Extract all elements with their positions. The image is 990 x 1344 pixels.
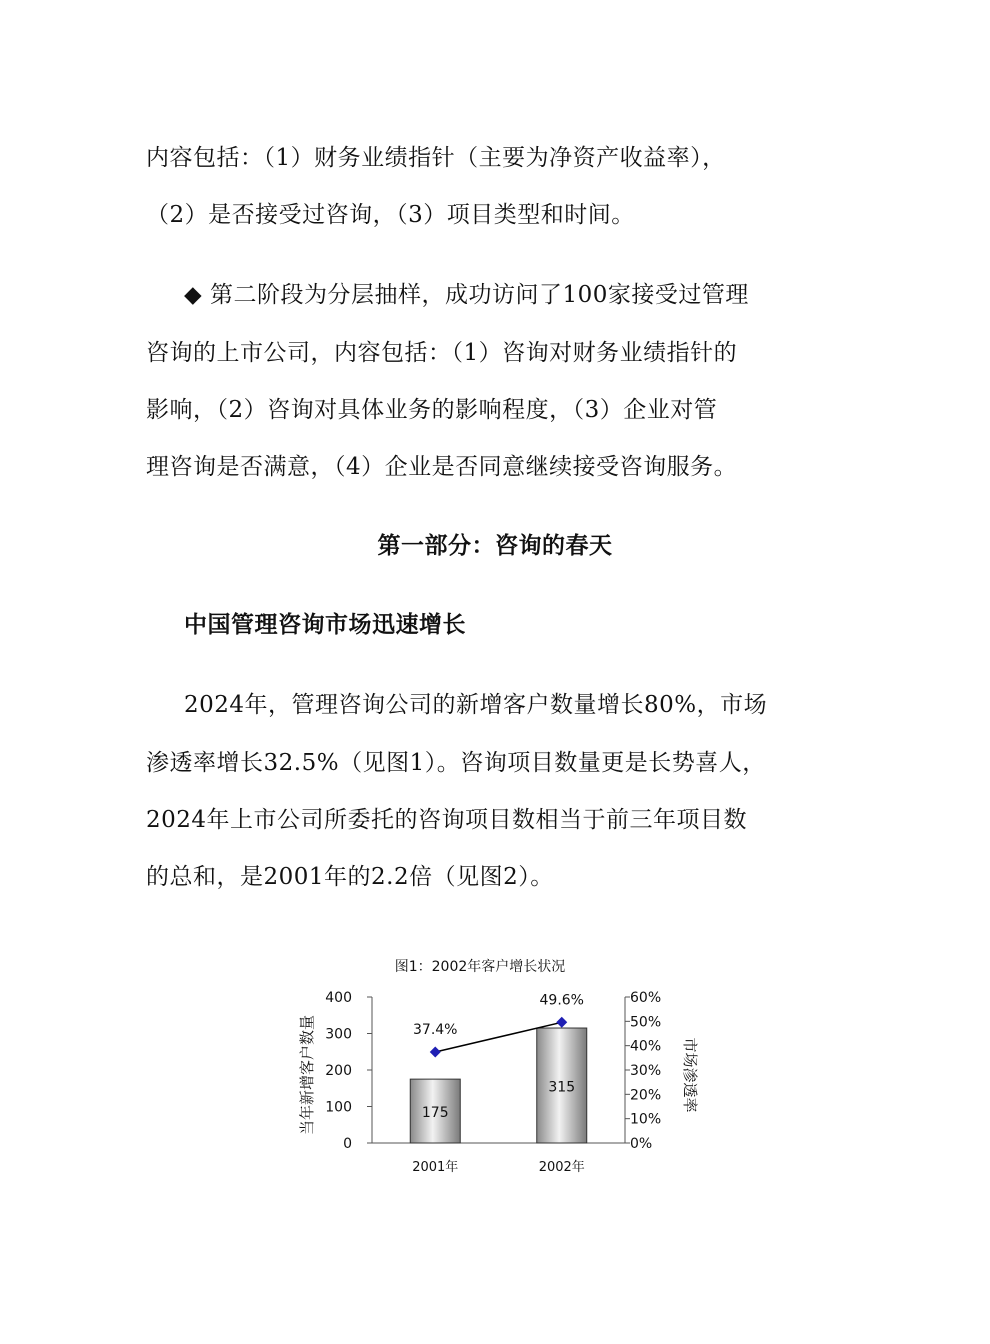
paragraph-3-line-3: 2024年上市公司所委托的咨询项目数相当于前三年项目数 bbox=[146, 807, 748, 833]
right-tick-label: 0% bbox=[630, 1136, 653, 1152]
bar-value-label: 315 bbox=[548, 1079, 576, 1096]
line-value-label: 37.4% bbox=[413, 1021, 458, 1038]
bar-value-label: 175 bbox=[421, 1105, 449, 1122]
y2-axis-title: 市场渗透率 bbox=[681, 1037, 699, 1113]
paragraph-2-line-1: ◆ 第二阶段为分层抽样，成功访问了100家接受过管理 bbox=[184, 282, 749, 308]
x-tick-label: 2001年 bbox=[412, 1160, 459, 1175]
paragraph-2-line-2: 咨询的上市公司，内容包括：（1）咨询对财务业绩指针的 bbox=[146, 340, 738, 366]
right-tick-label: 60% bbox=[630, 990, 662, 1006]
paragraph-3-line-1: 2024年，管理咨询公司的新增客户数量增长80%，市场 bbox=[184, 692, 768, 718]
left-tick-label: 100 bbox=[325, 1099, 352, 1116]
y-axis-title: 当年新增客户数量 bbox=[298, 1014, 316, 1136]
paragraph-1-line-2: （2）是否接受过咨询，（3）项目类型和时间。 bbox=[146, 202, 635, 228]
penetration-rate-marker bbox=[430, 1046, 441, 1057]
left-tick-label: 0 bbox=[343, 1136, 352, 1152]
left-tick-label: 200 bbox=[325, 1063, 352, 1079]
x-tick-label: 2002年 bbox=[538, 1160, 585, 1175]
right-tick-label: 10% bbox=[630, 1111, 662, 1128]
chart-title: 图1：2002年客户增长状况 bbox=[394, 959, 566, 975]
penetration-rate-marker bbox=[556, 1017, 567, 1028]
paragraph-1-line-1: 内容包括：（1）财务业绩指针（主要为净资产收益率）， bbox=[146, 145, 726, 171]
left-tick-label: 300 bbox=[325, 1026, 352, 1043]
sub-title: 中国管理咨询市场迅速增长 bbox=[184, 612, 466, 638]
section-title: 第一部分：咨询的春天 bbox=[377, 533, 613, 559]
paragraph-2-line-3: 影响，（2）咨询对具体业务的影响程度，（3）企业对管 bbox=[146, 397, 718, 423]
right-tick-label: 30% bbox=[630, 1063, 662, 1079]
line-value-label: 49.6% bbox=[539, 992, 584, 1009]
left-tick-label: 400 bbox=[325, 990, 352, 1006]
right-tick-label: 50% bbox=[630, 1014, 662, 1031]
customer-growth-chart bbox=[280, 945, 699, 1185]
paragraph-3-line-2: 渗透率增长32.5%（见图1）。咨询项目数量更是长势喜人， bbox=[146, 750, 766, 776]
right-tick-label: 40% bbox=[630, 1038, 662, 1055]
paragraph-2-line-4: 理咨询是否满意，（4）企业是否同意继续接受咨询服务。 bbox=[146, 454, 738, 480]
paragraph-3-line-4: 的总和，是2001年的2.2倍（见图2）。 bbox=[146, 864, 554, 890]
right-tick-label: 20% bbox=[630, 1087, 662, 1104]
